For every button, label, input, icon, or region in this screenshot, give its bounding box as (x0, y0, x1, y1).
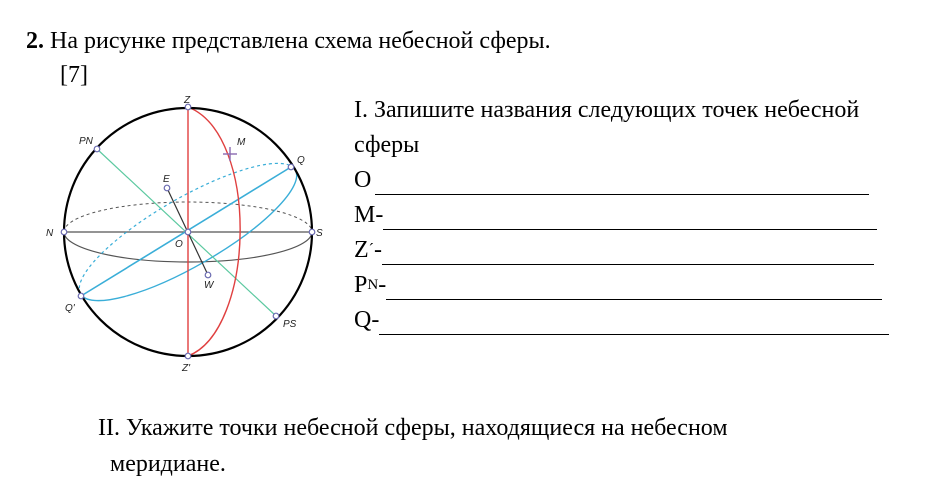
answer-row-pn (354, 270, 882, 300)
answer-blank-o[interactable] (375, 172, 869, 195)
point-o (185, 229, 191, 235)
label-s: S (316, 228, 323, 239)
answer-row-q (354, 305, 889, 335)
task-title-line (26, 26, 551, 56)
equator-front (81, 170, 313, 323)
label-q-prime: Q' (65, 303, 75, 314)
label-e: E (163, 174, 170, 185)
answer-blank-q[interactable] (379, 312, 889, 335)
answer-label-q: Q- (354, 307, 380, 333)
label-w: W (204, 280, 214, 291)
point-w (205, 272, 211, 278)
label-ps: PS (283, 319, 297, 330)
label-q: Q (297, 155, 305, 166)
part1-heading-line1: I. Запишите названия следующих точек небесной (354, 97, 860, 123)
answer-label-p-sub: N (367, 277, 379, 293)
part1-heading-line2: сферы (354, 132, 420, 158)
task-number: 2. (26, 28, 44, 54)
task-points: [7] (60, 62, 88, 88)
answer-blank-z-prime[interactable] (382, 242, 874, 265)
label-o: O (175, 239, 183, 250)
point-e (164, 185, 170, 191)
answer-row-m (354, 200, 877, 230)
point-q (288, 164, 294, 170)
answer-label-z-suffix: - (374, 237, 382, 263)
equator-back (64, 141, 296, 294)
point-s (309, 229, 315, 235)
answer-label-p-suffix: - (378, 272, 387, 298)
answer-label-z: Z (354, 237, 369, 263)
point-n (61, 229, 67, 235)
answer-label-o: O (354, 167, 372, 193)
label-m: M (237, 137, 246, 148)
label-n: N (46, 228, 54, 239)
label-pn: PN (79, 136, 93, 147)
answer-blank-m[interactable] (383, 207, 877, 230)
point-pn (94, 146, 100, 152)
label-z-prime: Z' (182, 363, 191, 374)
answer-label-p: P (354, 272, 368, 298)
answer-row-o (354, 165, 869, 195)
point-q-prime (78, 293, 84, 299)
part2-line1: II. Укажите точки небесной сферы, находящиеся на небесном (98, 415, 728, 441)
label-z: Z (184, 95, 191, 106)
point-z-prime (185, 353, 191, 359)
answer-blank-pn[interactable] (386, 277, 882, 300)
answer-label-z-mark: ´ (368, 241, 374, 258)
part2-line2: меридиане. (110, 451, 226, 477)
celestial-sphere-diagram (40, 95, 340, 380)
task-title: На рисунке представлена схема небесной сферы. (50, 28, 551, 54)
answer-label-m: M- (354, 202, 384, 228)
point-ps (273, 313, 279, 319)
answer-row-z-prime (354, 235, 874, 265)
